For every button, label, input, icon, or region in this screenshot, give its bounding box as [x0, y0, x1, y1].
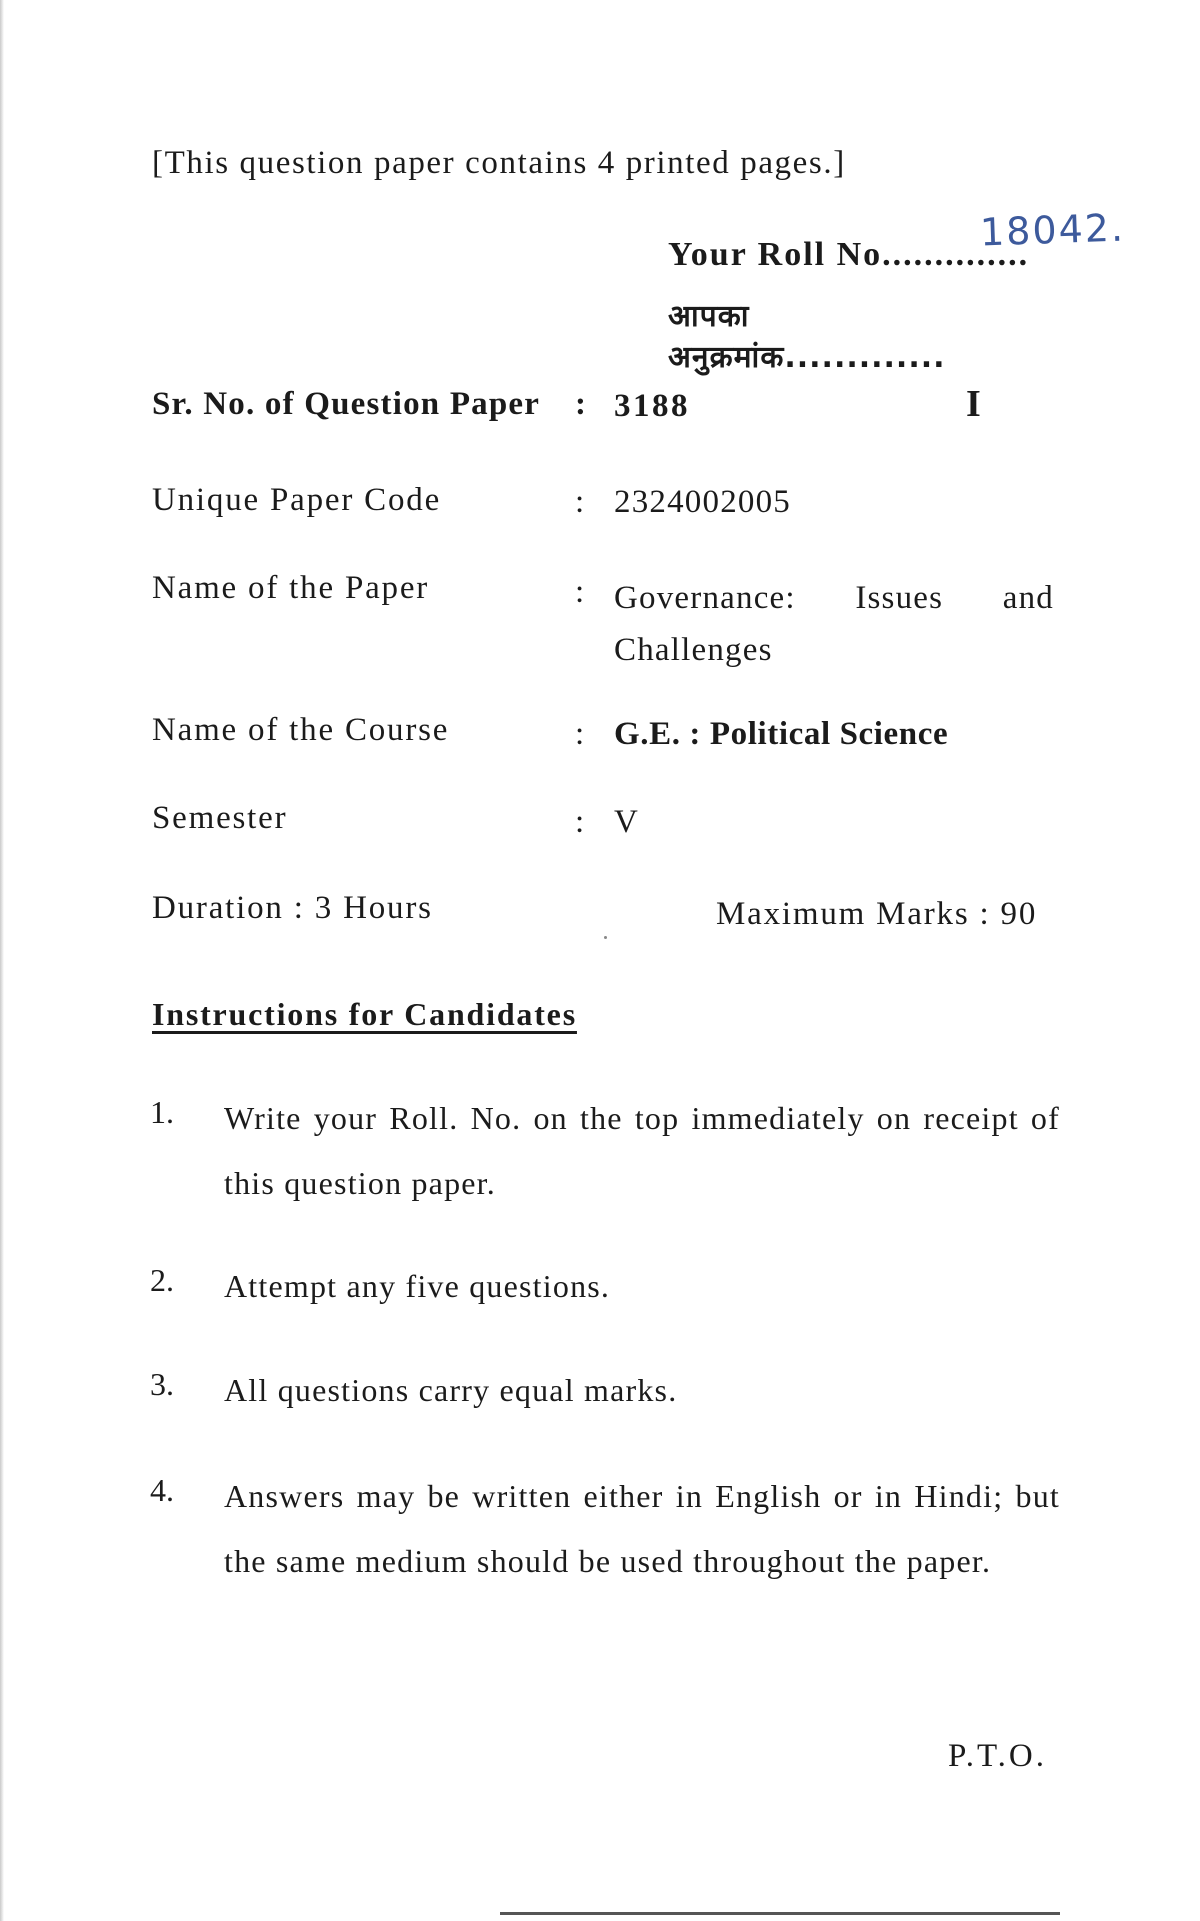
paper-name-colon: : — [575, 574, 586, 610]
please-turn-over: P.T.O. — [948, 1738, 1047, 1774]
scan-edge-bottom — [500, 1912, 1060, 1915]
instructions-title: Instructions for Candidates — [152, 996, 577, 1032]
handwritten-roll-number: 18042. — [979, 205, 1126, 255]
paper-name-value — [614, 572, 1054, 676]
set-marker: I — [966, 383, 981, 425]
scan-edge-left — [0, 0, 4, 1921]
course-name-value: G.E. : Political Science — [614, 716, 949, 752]
unique-paper-code-colon: : — [575, 484, 586, 520]
sr-no-label: Sr. No. of Question Paper — [152, 386, 541, 422]
unique-paper-code-value: 2324002005 — [614, 484, 791, 520]
instruction-text-3: All questions carry equal marks. — [224, 1372, 678, 1408]
instruction-text-1: Write your Roll. No. on the top immediately on receipt of this question paper. — [224, 1100, 1060, 1201]
paper-name-line-2: Challenges — [614, 632, 773, 668]
course-name-colon: : — [575, 716, 586, 752]
instruction-number-2: 2. — [150, 1262, 174, 1298]
paper-name-label: Name of the Paper — [152, 570, 430, 606]
instruction-number-4: 4. — [150, 1472, 174, 1508]
semester-value: V — [614, 804, 640, 840]
duration: Duration : 3 Hours — [152, 890, 433, 926]
instruction-text-2: Attempt any five questions. — [224, 1268, 611, 1304]
roll-number-label-hindi: आपका अनुक्रमांक............. — [668, 299, 946, 375]
roll-number-label-english: Your Roll No.............. — [668, 236, 1030, 273]
page-count-note: [This question paper contains 4 printed pages.] — [152, 145, 846, 181]
instruction-text-4: Answers may be written either in English or in Hindi; but the same medium should be used throughout the paper. — [224, 1478, 1060, 1579]
semester-colon: : — [575, 804, 586, 840]
course-name-label: Name of the Course — [152, 712, 450, 748]
maximum-marks: Maximum Marks : 90 — [716, 896, 1038, 932]
unique-paper-code-label: Unique Paper Code — [152, 482, 442, 518]
paper-name-word-2: Issues — [855, 580, 944, 616]
sr-no-value: 3188 — [614, 388, 690, 424]
semester-label: Semester — [152, 800, 288, 836]
instruction-number-1: 1. — [150, 1094, 174, 1130]
sr-no-colon: : — [575, 386, 588, 422]
paper-name-word-3: and — [1002, 580, 1054, 616]
instruction-number-3: 3. — [150, 1366, 174, 1402]
paper-name-word-1: Governance: — [614, 580, 796, 616]
scan-speck — [604, 936, 607, 939]
